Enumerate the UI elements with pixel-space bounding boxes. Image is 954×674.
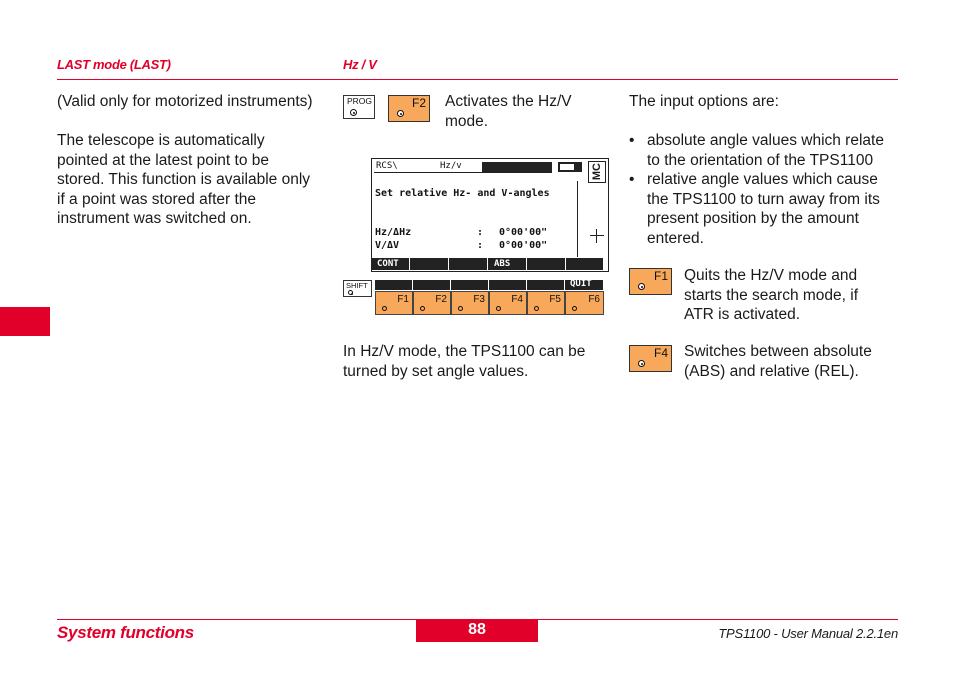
f1-key (629, 268, 672, 295)
fkey-f5 (527, 291, 565, 315)
header-mode-label: LAST mode (LAST) (57, 57, 171, 72)
shift-softkey-1 (375, 280, 413, 290)
quit-label: QUIT (570, 279, 592, 289)
bullet-line: entered. (647, 229, 704, 247)
instrument-display (371, 158, 609, 272)
key-dot-icon (348, 290, 353, 295)
row-label: V/ΔV (375, 240, 400, 251)
bullet-line: absolute angle values which relate (647, 132, 884, 149)
key-dot-icon (638, 360, 645, 367)
left-paragraph-line: pointed at the latest point to be (57, 151, 269, 169)
row-label: Hz/ΔHz (375, 227, 412, 238)
hzv-description-line: turned by set angle values. (343, 362, 529, 380)
footer-section-title: System functions (57, 623, 194, 642)
motorized-note: (Valid only for motorized instruments) (57, 93, 313, 110)
f2-description-line: mode. (445, 112, 489, 130)
f4-key-label: F4 (653, 346, 668, 360)
display-title-right: Hz/v (440, 161, 462, 171)
display-row-v (375, 240, 575, 251)
fkey-f1 (375, 291, 413, 315)
f2-description-line: Activates the Hz/V (445, 93, 572, 110)
bullet-absolute (629, 131, 899, 171)
key-dot-icon (572, 306, 577, 311)
key-dot-icon (534, 306, 539, 311)
fkey-label: F4 (511, 294, 523, 305)
key-dot-icon (458, 306, 463, 311)
row-value: 0°00'00" (499, 227, 548, 238)
softkey-abs[interactable]: ABS (488, 258, 527, 270)
shift-key (343, 280, 372, 297)
prog-key-label: PROG (347, 96, 373, 106)
left-paragraph-line: The telescope is automatically (57, 132, 265, 149)
bullet-line: the TPS1100 to turn away from its (647, 190, 880, 208)
input-options-intro: The input options are: (629, 93, 779, 110)
fkey-f6 (565, 291, 604, 315)
hzv-mode-description (343, 342, 585, 381)
key-dot-icon (397, 110, 404, 117)
crosshair-icon (590, 229, 604, 243)
fkey-label: F6 (588, 294, 600, 305)
display-softkey-bar (371, 258, 604, 271)
left-paragraph-line: stored. This function is available only (57, 171, 311, 188)
bullet-line: relative angle values which cause (647, 171, 878, 188)
shift-softkey-4 (489, 280, 527, 290)
fkey-label: F5 (549, 294, 561, 305)
f4-description (684, 342, 872, 381)
f4-description-line: Switches between absolute (684, 343, 872, 360)
f1-description (684, 266, 858, 325)
key-dot-icon (638, 283, 645, 290)
mc-indicator (588, 161, 606, 183)
mc-label: MC (591, 163, 603, 181)
row-sep: : (477, 240, 484, 251)
left-paragraph (57, 131, 332, 229)
shift-softkey-5 (527, 280, 565, 290)
softkey-2[interactable] (410, 258, 449, 270)
f1-description-line: Quits the Hz/V mode and (684, 267, 858, 284)
page-number: 88 (468, 621, 486, 638)
display-row-hz (375, 227, 575, 238)
battery-icon (558, 162, 582, 172)
fkey-label: F1 (397, 294, 409, 305)
display-heading: Set relative Hz- and V-angles (375, 188, 550, 199)
shift-softkey-3 (451, 280, 489, 290)
display-title-left: RCS\ (376, 161, 398, 171)
f2-key-label: F2 (411, 96, 426, 110)
fkey-f4 (489, 291, 527, 315)
softkey-3[interactable] (449, 258, 488, 270)
fkey-f2 (413, 291, 451, 315)
page-number-box (416, 620, 538, 642)
f2-key (388, 95, 430, 122)
shift-softkey-2 (413, 280, 451, 290)
bullet-relative (629, 170, 899, 250)
f1-description-line: ATR is activated. (684, 306, 801, 323)
f2-description (445, 92, 572, 131)
softkey-6[interactable] (566, 258, 604, 270)
key-dot-icon (382, 306, 387, 311)
bullet-glyph: • (629, 171, 635, 188)
display-title-fill (482, 162, 552, 172)
chapter-tab-marker (0, 307, 50, 336)
shift-key-label: SHIFT (346, 281, 368, 290)
f1-description-line: starts the search mode, if (684, 286, 859, 304)
f1-key-label: F1 (653, 269, 668, 283)
shift-softkey-quit (565, 280, 604, 290)
hzv-description-line: In Hz/V mode, the TPS1100 can be (343, 343, 586, 360)
footer-manual-title: TPS1100 - User Manual 2.2.1en (718, 626, 898, 641)
left-paragraph-line: if a point was stored after the (57, 190, 257, 208)
row-sep: : (477, 227, 484, 238)
softkey-cont[interactable]: CONT (371, 258, 410, 270)
key-dot-icon (350, 109, 357, 116)
fkey-label: F2 (435, 294, 447, 305)
bullet-glyph: • (629, 132, 635, 149)
f4-key (629, 345, 672, 372)
bullet-line: present position by the amount (647, 210, 859, 227)
f4-description-line: (ABS) and relative (REL). (684, 362, 859, 380)
fkey-f3 (451, 291, 489, 315)
softkey-5[interactable] (527, 258, 566, 270)
header-function-label: Hz / V (343, 57, 377, 72)
prog-key (343, 95, 375, 119)
left-paragraph-line: instrument was switched on. (57, 210, 252, 227)
header-rule (57, 79, 898, 80)
key-dot-icon (496, 306, 501, 311)
key-dot-icon (420, 306, 425, 311)
bullet-line: to the orientation of the TPS1100 (647, 151, 874, 169)
display-divider (577, 181, 578, 257)
fkey-label: F3 (473, 294, 485, 305)
row-value: 0°00'00" (499, 240, 548, 251)
